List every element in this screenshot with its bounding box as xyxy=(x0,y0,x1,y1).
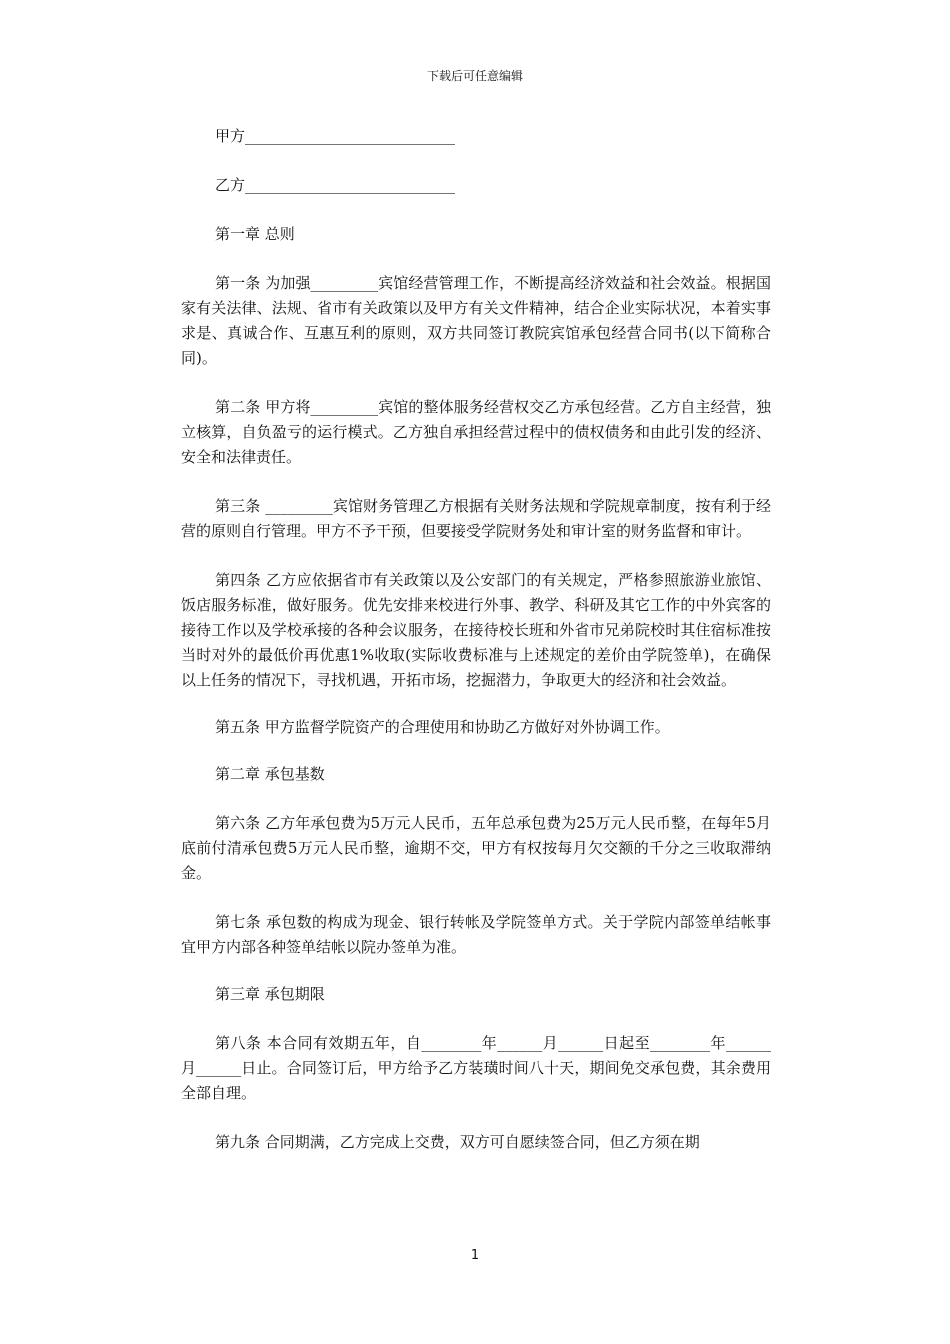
contract-body xyxy=(181,124,771,1155)
article-7: 第七条 承包数的构成为现金、银行转帐及学院签单方式。关于学院内部签单结帐事宜甲方内部各种签单结帐以院办签单为准。 xyxy=(181,913,771,956)
article-4: 第四条 乙方应依据省市有关政策以及公安部门的有关规定，严格参照旅游业旅馆、饭店服务标准，做好服务。优先安排来校进行外事、教学、科研及其它工作的中外宾客的接待工作以及学校承接的各种会议服务，在接待校长班和外省市兄弟院校时其住宿标准按当时对外的最低价再优惠1%收取(实际收费标准与上述规定的差价由学院签单)，在确保以上任务的情况下，寻找机遇，开拓市场，挖掘潜力，争取更大的经济和社会效益。 xyxy=(181,571,771,689)
chapter-2-heading: 第二章 承包基数 xyxy=(215,765,325,783)
party-b-line: 乙方____________________________ xyxy=(215,176,456,194)
chapter-1-heading: 第一章 总则 xyxy=(215,225,295,243)
page-header: 下载后可任意编辑 xyxy=(426,69,523,83)
page-number: 1 xyxy=(470,1248,480,1263)
chapter-3-heading: 第三章 承包期限 xyxy=(215,985,325,1003)
article-2: 第二条 甲方将_________宾馆的整体服务经营权交乙方承包经营。乙方自主经营，独立核算，自负盈亏的运行模式。乙方独自承担经营过程中的债权债务和由此引发的经济、安全和法律责任。 xyxy=(181,398,771,466)
article-9: 第九条 合同期满，乙方完成上交费，双方可自愿续签合同，但乙方须在期 xyxy=(215,1133,700,1151)
article-3: 第三条 _________宾馆财务管理乙方根据有关财务法规和学院规章制度，按有利于经营的原则自行管理。甲方不予干预，但要接受学院财务处和审计室的财务监督和审计。 xyxy=(181,497,771,540)
article-5: 第五条 甲方监督学院资产的合理使用和协助乙方做好对外协调工作。 xyxy=(215,718,670,736)
article-8: 第八条 本合同有效期五年，自________年______月______日起至________年______月______日止。合同签订后，甲方给予乙方装璜时间八十天，期间免交承包费，其余费用全部自理。 xyxy=(181,1034,771,1102)
article-1: 第一条 为加强_________宾馆经营管理工作，不断提高经济效益和社会效益。根据国家有关法律、法规、省市有关政策以及甲方有关文件精神，结合企业实际状况，本着实事求是、真诚合作、互惠互利的原则，双方共同签订教院宾馆承包经营合同书(以下简称合同)。 xyxy=(181,274,771,367)
party-a-line: 甲方____________________________ xyxy=(215,127,456,145)
article-6: 第六条 乙方年承包费为5万元人民币，五年总承包费为25万元人民币整，在每年5月底前付清承包费5万元人民币整，逾期不交，甲方有权按每月欠交额的千分之三收取滞纳金。 xyxy=(181,814,771,882)
